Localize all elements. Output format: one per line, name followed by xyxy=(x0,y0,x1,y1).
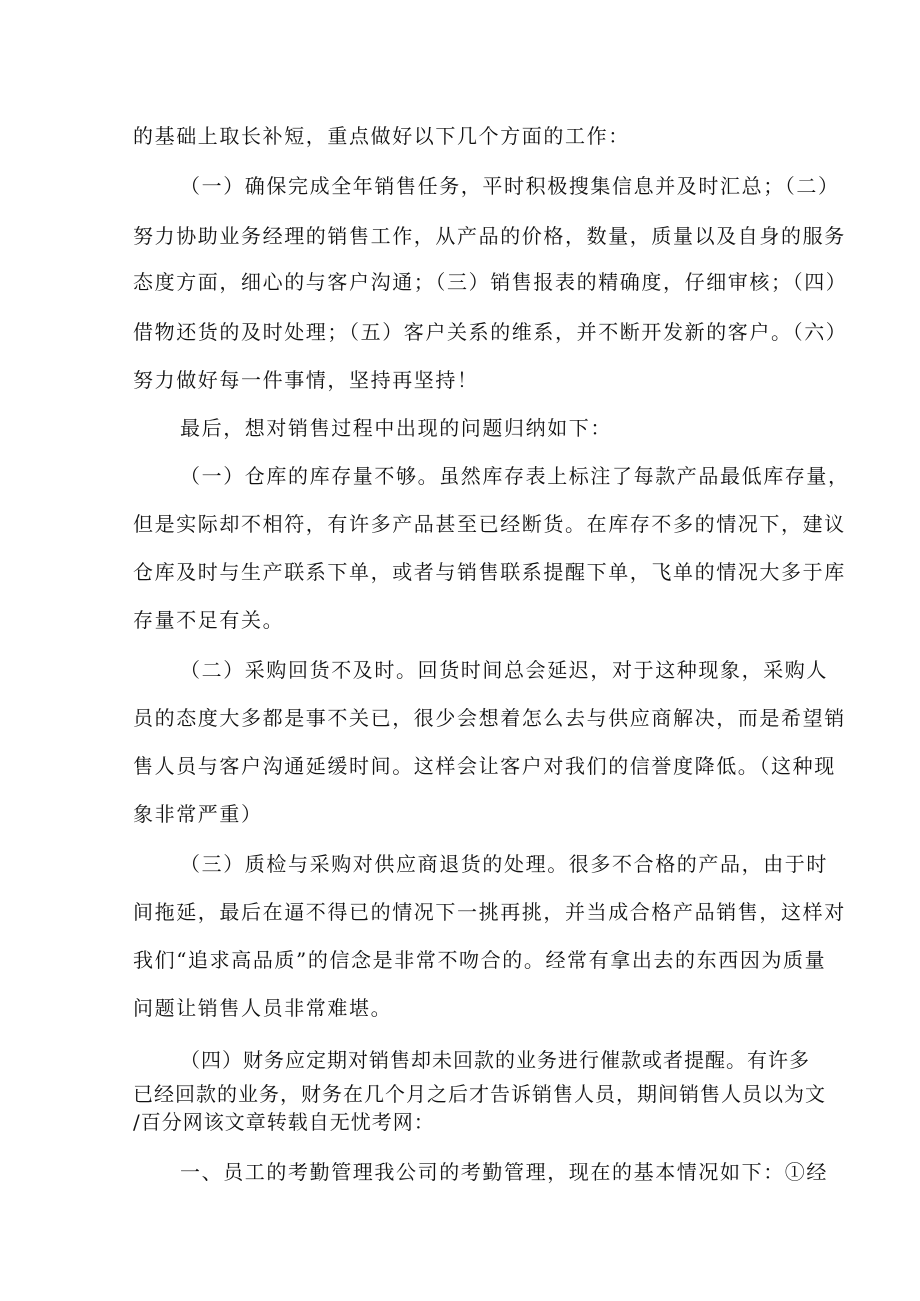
text-line: （一）仓库的库存量不够。虽然库存表上标注了每款产品最低库存量， xyxy=(180,464,850,488)
text-line: 态度方面，细心的与客户沟通；（三）销售报表的精确度，仔细审核；（四） xyxy=(133,270,848,294)
text-line: 象非常严重） xyxy=(133,802,263,826)
text-line: 员的态度大多都是事不关已，很少会想着怎么去与供应商解决，而是希望销 xyxy=(133,706,846,730)
text-line: 售人员与客户沟通延缓时间。这样会让客户对我们的信誉度降低。（这种现 xyxy=(133,754,836,778)
text-line: 努力协助业务经理的销售工作，从产品的价格，数量，质量以及自身的服务 xyxy=(133,224,846,248)
text-line: 已经回款的业务，财务在几个月之后才告诉销售人员，期间销售人员以为文 xyxy=(133,1082,826,1106)
text-line: 我们“追求高品质”的信念是非常不吻合的。经常有拿出去的东西因为质量 xyxy=(133,948,827,972)
text-line: 最后，想对销售过程中出现的问题归纳如下： xyxy=(180,416,612,440)
text-line: 但是实际却不相符，有许多产品甚至已经断货。在库存不多的情况下，建议 xyxy=(133,512,846,536)
text-line: （三）质检与采购对供应商退货的处理。很多不合格的产品，由于时 xyxy=(180,852,828,876)
text-line: （二）采购回货不及时。回货时间总会延迟，对于这种现象，采购人 xyxy=(180,658,828,682)
text-line: （四）财务应定期对销售却未回款的业务进行催款或者提醒。有许多 xyxy=(180,1048,810,1072)
text-line: 努力做好每一件事情，坚持再坚持！ xyxy=(133,368,479,392)
text-line: （一）确保完成全年销售任务，平时积极搜集信息并及时汇总；（二） xyxy=(180,174,840,198)
text-line: 的基础上取长补短，重点做好以下几个方面的工作： xyxy=(133,124,630,148)
text-line: 仓库及时与生产联系下单，或者与销售联系提醒下单，飞单的情况大多于库 xyxy=(133,560,846,584)
text-line: 间拖延，最后在逼不得已的情况下一挑再挑，并当成合格产品销售，这样对 xyxy=(133,900,846,924)
text-line: /百分网该文章转载自无忧考网： xyxy=(133,1110,435,1134)
text-line: 借物还货的及时处理；（五）客户关系的维系，并不断开发新的客户。（六） xyxy=(133,320,848,344)
text-line: 一、员工的考勤管理我公司的考勤管理，现在的基本情况如下：①经 xyxy=(180,1160,828,1184)
text-line: 存量不足有关。 xyxy=(133,608,285,632)
text-line: 问题让销售人员非常难堪。 xyxy=(133,996,393,1020)
